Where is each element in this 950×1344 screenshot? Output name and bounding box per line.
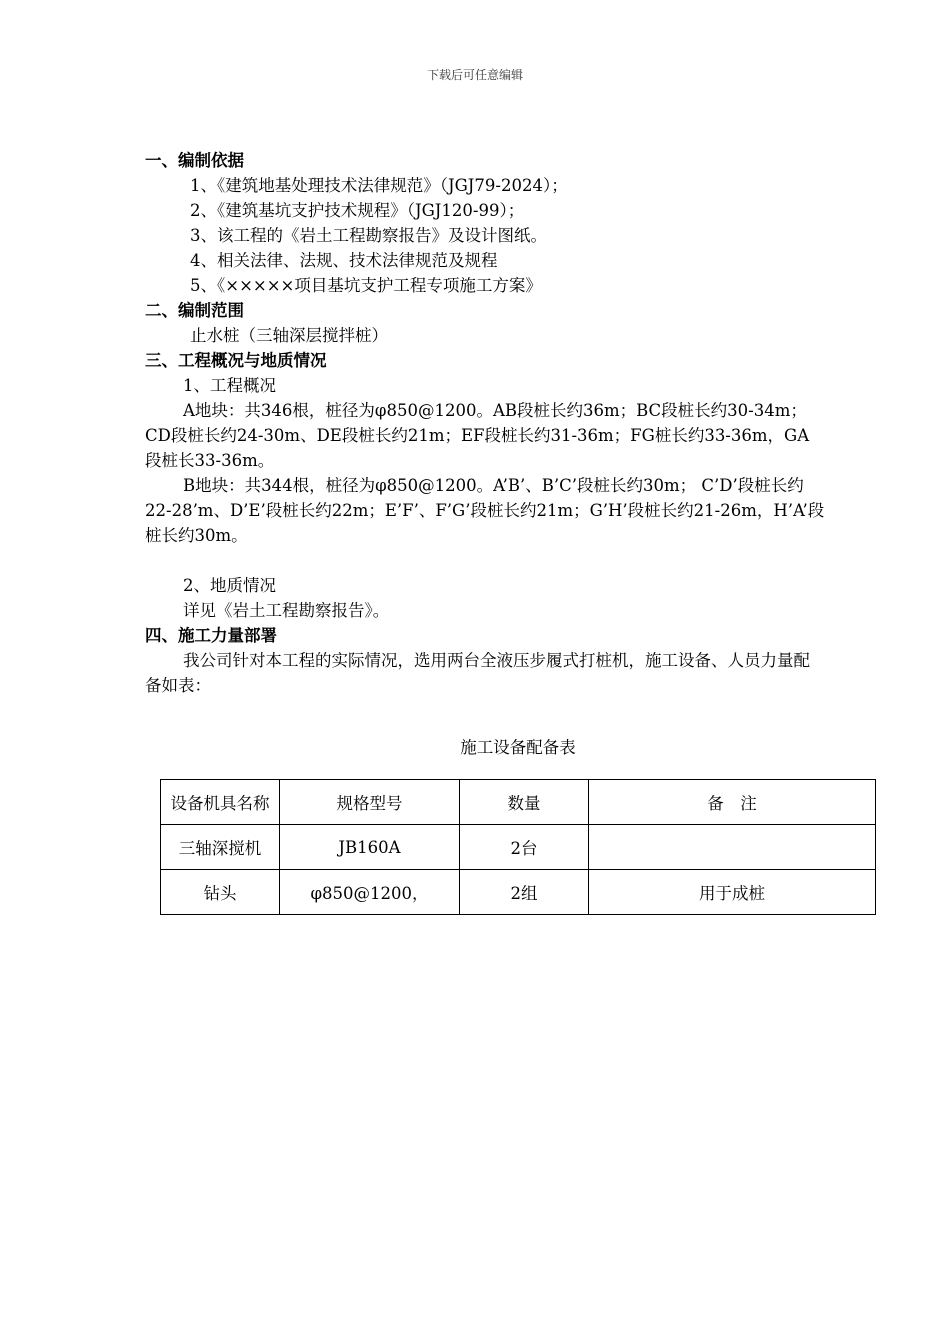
cell-quantity: 2组 bbox=[460, 870, 589, 915]
basis-item-4: 4、相关法律、法规、技术法律规范及规程 bbox=[190, 251, 498, 270]
cell-remarks: 用于成桩 bbox=[589, 870, 876, 915]
section-1-title: 一、编制依据 bbox=[145, 151, 244, 170]
document-body bbox=[145, 148, 825, 698]
cell-equipment-name: 钻头 bbox=[161, 870, 280, 915]
geology-subtitle: 2、地质情况 bbox=[183, 576, 276, 595]
cell-equipment-name: 三轴深搅机 bbox=[161, 825, 280, 870]
header-equipment-name: 设备机具名称 bbox=[161, 780, 280, 825]
section-4-title: 四、施工力量部署 bbox=[145, 626, 277, 645]
table-row bbox=[161, 870, 876, 915]
basis-item-2: 2、《建筑基坑支护技术规程》（JGJ120-99）； bbox=[190, 201, 525, 220]
spacer bbox=[145, 548, 825, 573]
table-header-row bbox=[161, 780, 876, 825]
basis-item-3: 3、该工程的《岩土工程勘察报告》及设计图纸。 bbox=[190, 226, 547, 245]
cell-spec: φ850@1200， bbox=[280, 870, 460, 915]
cell-remarks bbox=[589, 825, 876, 870]
scope-text: 止水桩（三轴深层搅拌桩） bbox=[190, 326, 388, 345]
geology-text: 详见《岩土工程勘察报告》。 bbox=[183, 601, 390, 620]
table-row bbox=[161, 825, 876, 870]
basis-item-1: 1、《建筑地基处理技术法律规范》（JGJ79-2024）； bbox=[190, 176, 568, 195]
site-b-paragraph: B地块：共344根，桩径为φ850@1200。A’B’、B’C’段桩长约30m； C’D’段桩长约22-28’m、D’E’段桩长约22m；E’F’、F’G’段桩长约21m；G’H’段桩长约21-26m，H’A’段桩长约30m。 bbox=[145, 476, 825, 545]
site-a-paragraph: A地块：共346根，桩径为φ850@1200。AB段桩长约36m；BC段桩长约30-34m；CD段桩长约24-30m、DE段桩长约21m；EF段桩长约31-36m；FG桩长约33-36m，GA段桩长33-36m。 bbox=[145, 401, 810, 470]
cell-spec: JB160A bbox=[280, 825, 460, 870]
section-2-title: 二、编制范围 bbox=[145, 301, 244, 320]
equipment-table bbox=[160, 779, 876, 915]
header-quantity: 数量 bbox=[460, 780, 589, 825]
section-3-title: 三、工程概况与地质情况 bbox=[145, 351, 327, 370]
header-remarks: 备 注 bbox=[589, 780, 876, 825]
project-overview-subtitle: 1、工程概况 bbox=[183, 376, 276, 395]
cell-quantity: 2台 bbox=[460, 825, 589, 870]
page-header: 下载后可任意编辑 bbox=[426, 68, 523, 82]
header-spec: 规格型号 bbox=[280, 780, 460, 825]
deployment-paragraph: 我公司针对本工程的实际情况，选用两台全液压步履式打桩机，施工设备、人员力量配备如表： bbox=[145, 651, 810, 695]
table-title: 施工设备配备表 bbox=[460, 738, 576, 757]
basis-item-5: 5、《×××××项目基坑支护工程专项施工方案》 bbox=[190, 276, 542, 295]
